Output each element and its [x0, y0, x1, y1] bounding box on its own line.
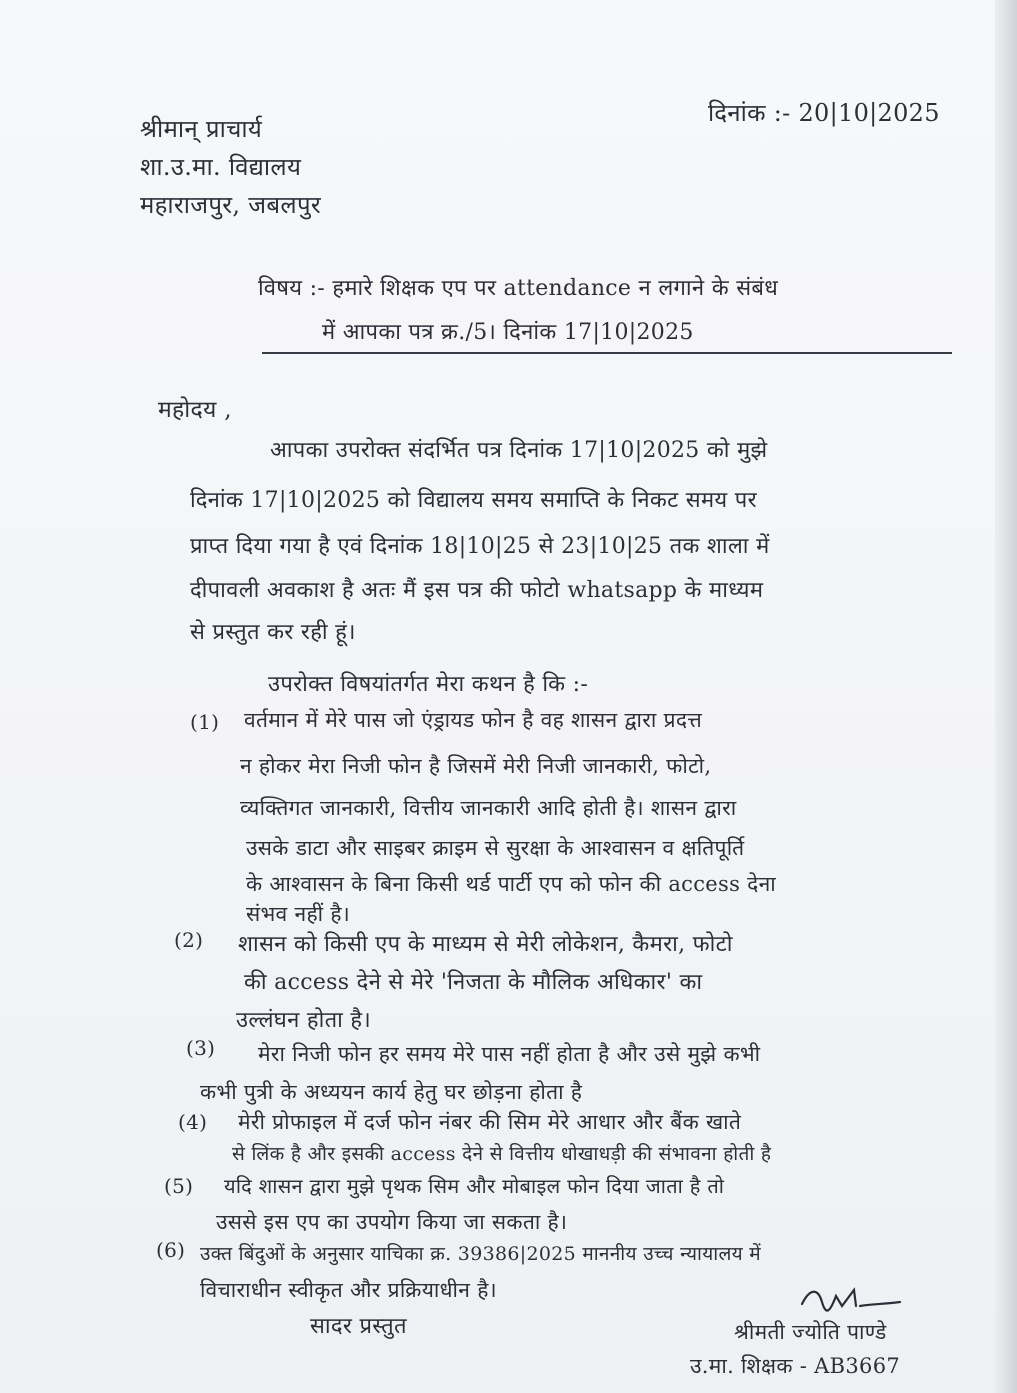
- point-4-line-2: से लिंक है और इसकी access देने से वित्तीय धोखाधड़ी की संभावना होती है: [232, 1143, 772, 1165]
- point-2-line-2: की access देने से मेरे 'निजता के मौलिक अधिकार' का: [244, 970, 703, 995]
- subject-underline: [262, 352, 952, 354]
- point-3-line-1: मेरा निजी फोन हर समय मेरे पास नहीं होता है और उसे मुझे कभी: [258, 1042, 761, 1066]
- intro-line-1: आपका उपरोक्त संदर्भित पत्र दिनांक 17|10|2025 को मुझे: [270, 438, 768, 463]
- point-5-line-1: यदि शासन द्वारा मुझे पृथक सिम और मोबाइल फोन दिया जाता है तो: [224, 1174, 725, 1198]
- subject-line-2: में आपका पत्र क्र./5। दिनांक 17|10|2025: [322, 320, 694, 345]
- point-1-line-5: के आश्वासन के बिना किसी थर्ड पार्टी एप को फोन की access देना: [246, 872, 777, 896]
- point-3-line-2: कभी पुत्री के अध्ययन कार्य हेतु घर छोड़ना होता है: [200, 1080, 583, 1104]
- point-6-number: (6): [156, 1238, 186, 1262]
- signatory-name: श्रीमती ज्योति पाण्डे: [734, 1320, 887, 1344]
- intro-line-5: से प्रस्तुत कर रही हूं।: [190, 620, 356, 645]
- point-1-number: (1): [190, 710, 220, 734]
- point-1-line-3: व्यक्तिगत जानकारी, वित्तीय जानकारी आदि होती है। शासन द्वारा: [240, 796, 737, 820]
- point-5-number: (5): [164, 1174, 194, 1198]
- point-4-line-1: मेरी प्रोफाइल में दर्ज फोन नंबर की सिम मेरे आधार और बैंक खाते: [238, 1110, 742, 1134]
- point-2-line-1: शासन को किसी एप के माध्यम से मेरी लोकेशन, कैमरा, फोटो: [238, 932, 733, 957]
- subject-line-1: विषय :- हमारे शिक्षक एप पर attendance न लगाने के संबंध: [258, 276, 779, 301]
- point-4-number: (4): [178, 1110, 208, 1134]
- addressee-line-2: शा.उ.मा. विद्यालय: [140, 153, 302, 181]
- addressee-line-3: महाराजपुर, जबलपुर: [140, 191, 321, 219]
- point-1-line-1: वर्तमान में मेरे पास जो एंड्रायड फोन है वह शासन द्वारा प्रदत्त: [244, 708, 703, 732]
- intro-line-2: दिनांक 17|10|2025 को विद्यालय समय समाप्ति के निकट समय पर: [190, 488, 757, 513]
- handwritten-signature: [796, 1282, 906, 1316]
- point-1-line-2: न होकर मेरा निजी फोन है जिसमें मेरी निजी जानकारी, फोटो,: [240, 754, 712, 778]
- intro-line-4: दीपावली अवकाश है अतः मैं इस पत्र की फोटो whatsapp के माध्यम: [190, 578, 764, 603]
- point-6-line-1: उक्त बिंदुओं के अनुसार याचिका क्र. 39386|2025 माननीय उच्च न्यायालय में: [200, 1243, 761, 1265]
- intro-line-3: प्राप्त दिया गया है एवं दिनांक 18|10|25 से 23|10|25 तक शाला में: [190, 534, 770, 559]
- point-3-number: (3): [186, 1036, 216, 1060]
- point-5-line-2: उससे इस एप का उपयोग किया जा सकता है।: [216, 1210, 568, 1234]
- salutation: महोदय ,: [158, 397, 232, 423]
- point-2-line-3: उल्लंघन होता है।: [236, 1008, 372, 1033]
- lead-in: उपरोक्त विषयांतर्गत मेरा कथन है कि :-: [268, 672, 589, 697]
- signatory-designation: उ.मा. शिक्षक - AB3667: [690, 1354, 901, 1378]
- addressee-line-1: श्रीमान् प्राचार्य: [140, 115, 263, 143]
- letter-date: दिनांक :- 20|10|2025: [708, 99, 940, 127]
- paper-edge: [995, 0, 1017, 1393]
- point-1-line-6: संभव नहीं है।: [246, 902, 351, 926]
- point-2-number: (2): [174, 928, 204, 952]
- closing: सादर प्रस्तुत: [310, 1314, 407, 1339]
- point-6-line-2: विचाराधीन स्वीकृत और प्रक्रियाधीन है।: [200, 1278, 497, 1302]
- point-1-line-4: उसके डाटा और साइबर क्राइम से सुरक्षा के आश्वासन व क्षतिपूर्ति: [246, 836, 745, 860]
